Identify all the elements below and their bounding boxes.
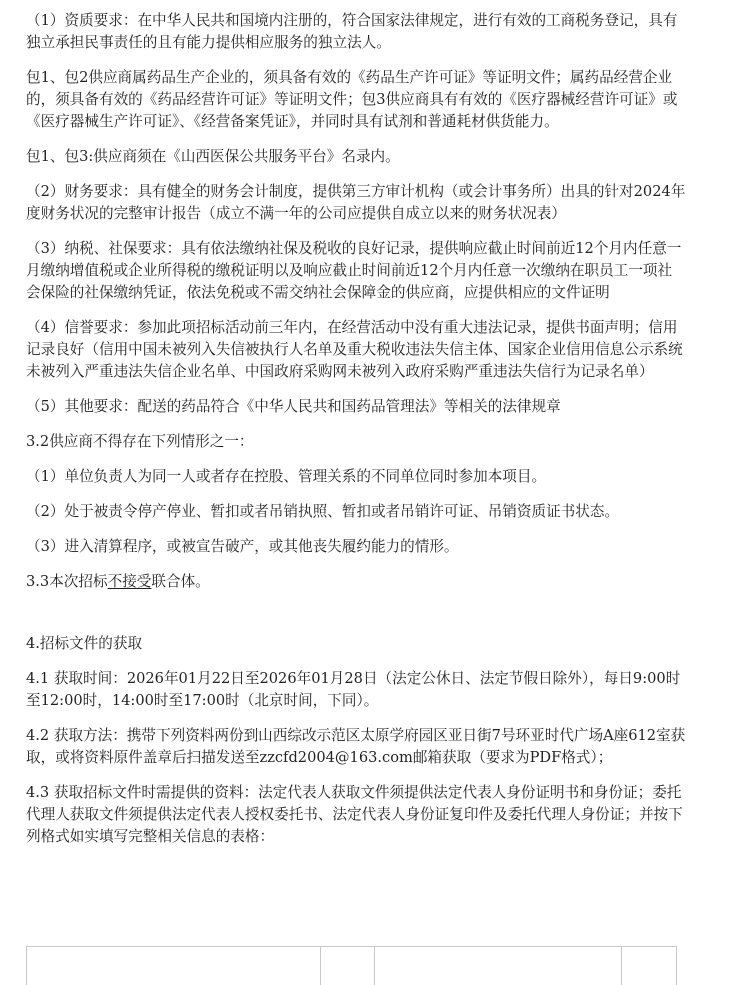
other-requirement: （5）其他要求：配送的药品符合《中华人民共和国药品管理法》等相关的法律规章 xyxy=(26,398,561,415)
exclusion-item-3: （3）进入清算程序，或被宣告破产，或其他丧失履约能力的情形。 xyxy=(26,538,459,555)
acquisition-method: 4.2 获取方法：携带下列资料两份到山西综改示范区太原学府园区亚日街7号环亚时代广场A座612室获取，或将资料原件盖章后扫描发送至zzcfd2004@163.com邮箱获取（要求为PDF格式）； xyxy=(26,727,686,766)
document-body xyxy=(26,10,686,861)
medical-insurance-requirement: 包1、包3:供应商须在《山西医保公共服务平台》名录内。 xyxy=(26,148,400,165)
section-3-2-heading: 3.2供应商不得存在下列情形之一： xyxy=(26,433,254,450)
financial-requirement: （2）财务要求：具有健全的财务会计制度，提供第三方审计机构（或会计事务所）出具的针对2024年度财务状况的完整审计报告（成立不满一年的公司应提供自成立以来的财务状况表） xyxy=(26,183,686,222)
table-column-divider xyxy=(374,947,375,985)
not-accepted-underlined: 不接受 xyxy=(107,573,152,590)
table-column-divider xyxy=(621,947,622,985)
license-requirement: 包1、包2供应商属药品生产企业的，须具备有效的《药品生产许可证》等证明文件；属药品经营企业的，须具备有效的《药品经营许可证》等证明文件；包3供应商具有有效的《医疗器械经营许可证》或《医疗器械生产许可证》、《经营备案凭证》，并同时具有试剂和普通耗材供货能力。 xyxy=(26,69,678,130)
exclusion-item-2: （2）处于被责令停产停业、暂扣或者吊销执照、暂扣或者吊销许可证、吊销资质证书状态。 xyxy=(26,503,620,520)
credit-requirement: （4）信誉要求：参加此项招标活动前三年内，在经营活动中没有重大违法记录，提供书面声明；信用记录良好（信用中国未被列入失信被执行人名单及重大税收违法失信主体、国家企业信用信息公示系统未被列入严重违法失信企业名单、中国政府采购网未被列入政府采购严重违法失信行为记录名单） xyxy=(26,319,683,380)
tax-social-security-requirement: （3）纳税、社保要求：具有依法缴纳社保及税收的良好记录，提供响应截止时间前近12个月内任意一月缴纳增值税或企业所得税的缴税证明以及响应截止时间前近12个月内任意一次缴纳在职员工一项社会保险的社保缴纳凭证，依法免税或不需交纳社会保障金的供应商，应提供相应的文件证明 xyxy=(26,240,682,301)
consortium-statement xyxy=(26,571,686,593)
exclusion-item-1: （1）单位负责人为同一人或者存在控股、管理关系的不同单位同时参加本项目。 xyxy=(26,468,547,485)
required-materials: 4.3 获取招标文件时需提供的资料：法定代表人获取文件须提供法定代表人身份证明书和身份证；委托代理人获取文件须提供法定代表人授权委托书、法定代表人身份证复印件及委托代理人身份证；并按下列格式如实填写完整相关信息的表格： xyxy=(26,784,683,845)
table-column-divider xyxy=(320,947,321,985)
consortium-prefix: 3.3本次招标 xyxy=(26,573,108,590)
qualification-requirement: （1）资质要求：在中华人民共和国境内注册的，符合国家法律规定，进行有效的工商税务登记，具有独立承担民事责任的且有能力提供相应服务的独立法人。 xyxy=(26,12,678,51)
section-4-heading: 4.招标文件的获取 xyxy=(26,635,143,652)
info-table xyxy=(26,946,677,985)
acquisition-time: 4.1 获取时间：2026年01月22日至2026年01月28日（法定公休日、法定节假日除外），每日9:00时至12:00时，14:00时至17:00时（北京时间，下同）。 xyxy=(26,670,681,709)
consortium-suffix: 联合体。 xyxy=(151,573,210,590)
